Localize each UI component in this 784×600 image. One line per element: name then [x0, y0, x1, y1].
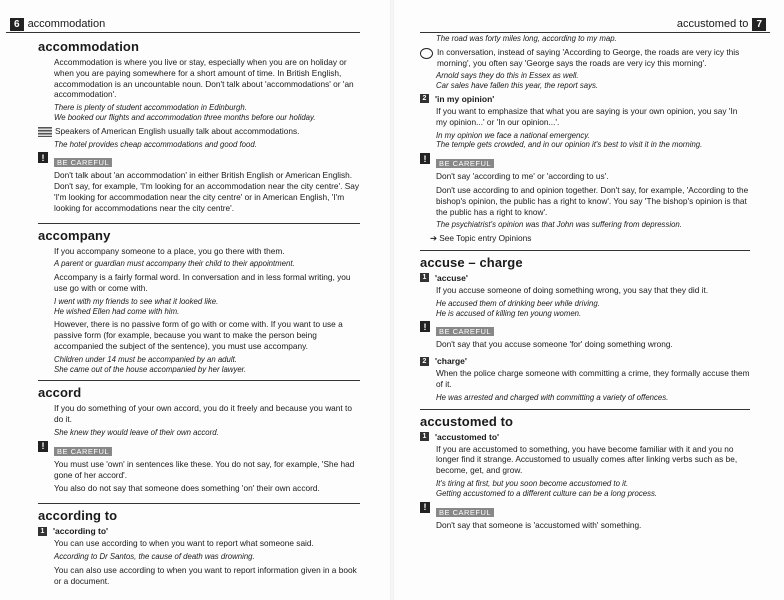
subsection-label: 'accuse' [435, 272, 468, 283]
subsection-heading [420, 356, 750, 366]
entry-title-according-to: according to [38, 508, 118, 524]
accommodation-definition: Accommodation is where you live or stay, especially when you are on holiday or when you are paying somewhere for a short amount of time. In British English, accommodation is an uncountable noun. Don't talk about 'accommodations' or 'an accommodation'. [54, 57, 354, 100]
warning-icon: ! [420, 321, 430, 332]
example: The road was forty miles long, according to my map. [436, 34, 617, 43]
divider [420, 409, 750, 410]
accompany-usage: Accompany is a fairly formal word. In conversation and in less formal writing, you use go with or come with. [54, 272, 351, 293]
right-running-head [420, 16, 770, 33]
subsection-heading [38, 526, 360, 536]
entry-title-accuse-charge: accuse – charge [420, 254, 523, 270]
divider [38, 223, 360, 224]
warning-icon: ! [420, 502, 430, 513]
entry-title-accord: accord [38, 385, 82, 401]
be-careful-label: BE CAREFUL [54, 158, 112, 167]
right-head-word: accustomed to [676, 18, 749, 30]
us-english-note [38, 126, 360, 140]
section-number: 1 [420, 273, 429, 282]
subsection-label: 'accustomed to' [435, 431, 500, 442]
left-page [38, 36, 360, 589]
subsection-label: 'in my opinion' [435, 93, 495, 104]
be-careful-label: BE CAREFUL [436, 508, 494, 517]
according-to-info: You can also use according to when you want to report information given in a book or a document. [54, 564, 357, 586]
page-number-left: 6 [10, 18, 24, 31]
example: She came out of the house accompanied by her lawyer. [54, 364, 247, 374]
left-head-word: accommodation [27, 18, 106, 30]
example: The psychiatrist's opinion was that John was suffering from depression. [436, 220, 682, 230]
careful-text: Don't say 'according to me' or 'according to us'. [436, 171, 609, 182]
be-careful-box [38, 441, 360, 497]
be-careful-box [420, 321, 750, 353]
example: There is plenty of student accommodation in Edinburgh. [54, 103, 247, 113]
warning-icon: ! [38, 441, 48, 452]
careful-text: Don't say that someone is 'accustomed with' something. [436, 519, 642, 530]
example: I went with my friends to see what it looked like. [54, 296, 219, 306]
book-gutter [390, 0, 394, 600]
example: He was arrested and charged with committing a variety of offences. [436, 392, 669, 402]
divider [420, 250, 750, 251]
be-careful-label: BE CAREFUL [54, 447, 112, 456]
careful-text: You must use 'own' in sentences like these. You do not say, for example, 'She had gone of her accord'. [54, 458, 355, 480]
example: A parent or guardian must accompany their child to their appointment. [54, 259, 295, 269]
subsection-heading [420, 273, 750, 283]
example: The hotel provides cheap accommodations and good food. [54, 139, 257, 149]
example: She knew they would leave of their own accord. [54, 427, 219, 437]
divider [38, 503, 360, 504]
careful-text: Don't talk about 'an accommodation' in either British English or American English. Don't say, for example, 'I'm looking for an accommodation near the city centre'. Say 'I'm looking for accommodation near the city centre' or in American English, 'I'm looking for accommodations near the city centre'. [54, 170, 360, 213]
be-careful-box [420, 153, 750, 233]
section-number: 2 [420, 94, 429, 103]
example: We booked our flights and accommodation three months before our holiday. [54, 112, 316, 122]
careful-text: Don't say that you accuse someone 'for' doing something wrong. [436, 339, 673, 350]
left-running-head [6, 16, 360, 33]
entry-title-accompany: accompany [38, 227, 111, 243]
conversation-text: In conversation, instead of saying 'According to George, the roads are very icy this morning', you often say 'George says the roads are very icy this morning'. [437, 46, 740, 68]
warning-icon: ! [38, 152, 48, 163]
subsection-label: 'according to' [53, 526, 109, 537]
entry-title-accommodation: accommodation [38, 39, 139, 54]
example: Getting accustomed to a different culture can be a long process. [436, 488, 658, 498]
example: Arnold says they do this in Essex as well. [436, 71, 579, 81]
accord-definition: If you do something of your own accord, you do it freely and because you want to do it. [54, 403, 352, 425]
section-number: 2 [420, 357, 429, 366]
accuse-definition: If you accuse someone of doing something wrong, you say that they did it. [436, 284, 709, 295]
careful-text: Don't use according to and opinion together. Don't say, for example, 'According to the bishop's opinion, the public has a right to know'. You say 'The bishop's opinion is that the public has a right to know'. [436, 184, 749, 217]
example: Car sales have fallen this year, the report says. [436, 81, 599, 91]
us-flag-icon [38, 127, 52, 137]
example: Children under 14 must be accompanied by an adult. [54, 354, 237, 364]
accompany-definition: If you accompany someone to a place, you go there with them. [54, 245, 285, 256]
speech-bubble-icon [420, 48, 433, 59]
example: He accused them of drinking beer while driving. [436, 298, 600, 308]
example: The temple gets crowded, and in our opinion it's best to visit it in the morning. [436, 140, 703, 150]
warning-icon: ! [420, 153, 430, 164]
be-careful-label: BE CAREFUL [436, 327, 494, 336]
according-to-definition: You can use according to when you want to report what someone said. [54, 538, 314, 549]
example: In my opinion we face a national emergency. [436, 130, 590, 140]
section-number: 1 [420, 432, 429, 441]
be-careful-box [38, 152, 360, 216]
accompany-passive: However, there is no passive form of go with or come with. If you want to use a passive form (for example, because you want to make the person being accompanied the subject of the sentence), you must use accompany. [54, 319, 343, 351]
page-number-right: 7 [752, 18, 766, 31]
example: He is accused of killing ten young women. [436, 308, 582, 318]
see-also-link[interactable]: ➔ See Topic entry Opinions [430, 233, 532, 244]
subsection-heading [420, 432, 750, 442]
be-careful-label: BE CAREFUL [436, 159, 494, 168]
entry-title-accustomed-to: accustomed to [420, 413, 514, 429]
accustomed-definition: If you are accustomed to something, you have become familiar with it and you no longer find it strange. Accustomed to usually comes after linking verbs such as be, become, get, and grow. [436, 443, 738, 476]
divider [38, 380, 360, 381]
careful-text: You also do not say that someone does something 'on' their own accord. [54, 483, 320, 494]
subsection-heading [420, 94, 750, 104]
us-note-text: Speakers of American English usually talk about accommodations. [55, 125, 300, 136]
right-page [420, 34, 750, 533]
be-careful-box [420, 502, 750, 534]
subsection-label: 'charge' [435, 356, 467, 367]
section-number: 1 [38, 527, 47, 536]
example: He wished Ellen had come with him. [54, 306, 180, 316]
charge-definition: When the police charge someone with committing a crime, they formally accuse them of it. [436, 368, 750, 389]
example: According to Dr Santos, the cause of death was drowning. [54, 551, 255, 561]
opinion-definition: If you want to emphasize that what you are saying is your own opinion, you say 'In my opinion...' or 'In our opinion...'. [436, 105, 738, 127]
example: It's tiring at first, but you soon become accustomed to it. [436, 478, 629, 488]
conversation-note [420, 47, 750, 72]
